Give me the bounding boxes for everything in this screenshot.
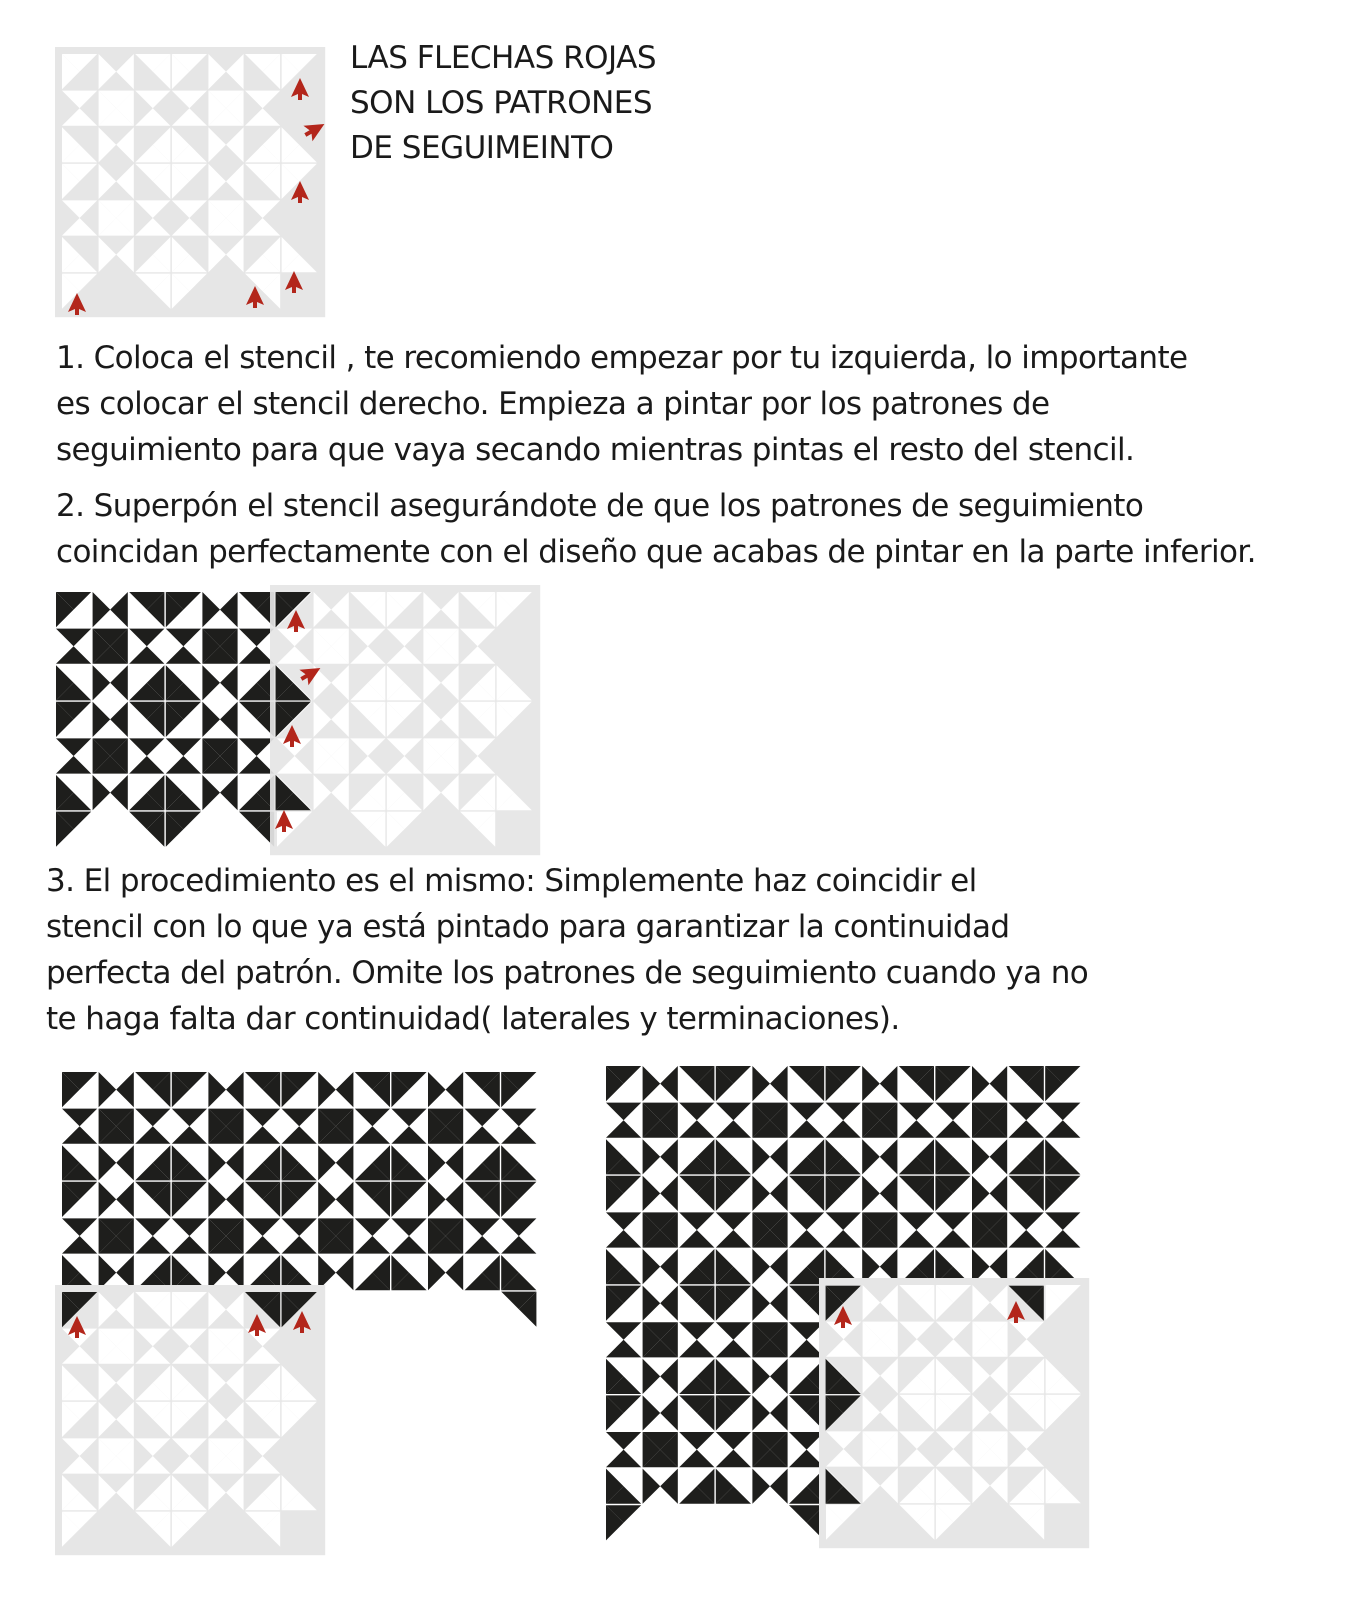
- tile-triangle: [789, 1230, 824, 1248]
- tile-triangle: [208, 1145, 226, 1180]
- tile-triangle: [99, 1145, 117, 1180]
- tile-triangle: [789, 1450, 824, 1468]
- tile-triangle: [643, 1176, 661, 1211]
- tile-triangle: [129, 646, 164, 664]
- tile-triangle: [56, 629, 91, 647]
- tile-triangle: [239, 756, 274, 774]
- tile-triangle: [752, 1249, 770, 1284]
- tile-triangle: [93, 592, 111, 627]
- tile-triangle: [1045, 1212, 1080, 1230]
- tile-triangle: [220, 592, 238, 627]
- tile-triangle: [752, 1286, 770, 1321]
- tile-triangle: [752, 1359, 770, 1394]
- tile-triangle: [428, 1072, 446, 1107]
- tile-triangle: [826, 1103, 861, 1121]
- tile-triangle: [56, 756, 91, 774]
- tile-triangle: [62, 1126, 97, 1144]
- tile-triangle: [99, 1072, 117, 1107]
- tile-triangle: [862, 1066, 880, 1101]
- stencil-sheet: [270, 585, 540, 855]
- tile-triangle: [465, 1236, 500, 1254]
- tile-triangle: [880, 1176, 898, 1211]
- tile-triangle: [972, 1176, 990, 1211]
- tile-triangle: [202, 665, 220, 700]
- tile-triangle: [208, 1072, 226, 1107]
- tile-triangle: [465, 1126, 500, 1144]
- tile-triangle: [220, 702, 238, 737]
- tile-triangle: [239, 738, 274, 756]
- tile-triangle: [428, 1145, 446, 1180]
- tile-triangle: [935, 1212, 970, 1230]
- tile-triangle: [679, 1230, 714, 1248]
- tile-triangle: [245, 1218, 280, 1236]
- tile-triangle: [770, 1066, 788, 1101]
- step-line: 2. Superpón el stencil asegurándote de que los patrones de seguimiento: [56, 488, 1144, 524]
- tile-triangle: [770, 1249, 788, 1284]
- tile-triangle: [606, 1340, 641, 1358]
- tile-triangle: [318, 1072, 336, 1107]
- legend-line: DE SEGUIMEINTO: [350, 130, 614, 166]
- tile-triangle: [679, 1120, 714, 1138]
- tile-triangle: [465, 1218, 500, 1236]
- tile-triangle: [826, 1212, 861, 1230]
- tile-triangle: [172, 1218, 207, 1236]
- tile-triangle: [135, 1126, 170, 1144]
- tile-triangle: [935, 1230, 970, 1248]
- tile-triangle: [336, 1072, 354, 1107]
- tile-triangle: [226, 1255, 244, 1290]
- tile-triangle: [643, 1066, 661, 1101]
- tile-triangle: [679, 1340, 714, 1358]
- step-line: es colocar el stencil derecho. Empieza a pintar por los patrones de: [56, 386, 1050, 422]
- tile-triangle: [62, 1109, 97, 1127]
- tile-triangle: [110, 775, 128, 810]
- tile-triangle: [501, 1218, 536, 1236]
- tile-triangle: [716, 1230, 751, 1248]
- tile-triangle: [679, 1322, 714, 1340]
- stencil-sheet: [55, 47, 325, 317]
- tile-triangle: [116, 1182, 134, 1217]
- tile-triangle: [245, 1126, 280, 1144]
- tile-triangle: [355, 1109, 390, 1127]
- tile-triangle: [172, 1126, 207, 1144]
- tile-triangle: [446, 1255, 464, 1290]
- tile-triangle: [826, 1120, 861, 1138]
- tile-triangle: [56, 646, 91, 664]
- tile-triangle: [679, 1103, 714, 1121]
- tile-triangle: [679, 1432, 714, 1450]
- tile-triangle: [226, 1182, 244, 1217]
- tile-triangle: [202, 592, 220, 627]
- tile-triangle: [606, 1450, 641, 1468]
- tile-triangle: [643, 1469, 661, 1504]
- tile-triangle: [391, 1218, 426, 1236]
- tile-triangle: [172, 1236, 207, 1254]
- tile-triangle: [660, 1469, 678, 1504]
- tile-triangle: [716, 1322, 751, 1340]
- tile-triangle: [716, 1450, 751, 1468]
- tile-triangle: [202, 702, 220, 737]
- tile-triangle: [355, 1236, 390, 1254]
- tile-triangle: [62, 1218, 97, 1236]
- tile-triangle: [660, 1066, 678, 1101]
- tile-triangle: [465, 1109, 500, 1127]
- stencil-sheet: [819, 1278, 1089, 1548]
- tile-triangle: [752, 1469, 770, 1504]
- tile-triangle: [99, 1182, 117, 1217]
- tile-triangle: [972, 1139, 990, 1174]
- tile-triangle: [1009, 1103, 1044, 1121]
- step-line: perfecta del patrón. Omite los patrones de seguimiento cuando ya no: [46, 955, 1089, 991]
- tile-triangle: [110, 702, 128, 737]
- tile-triangle: [93, 775, 111, 810]
- tile-triangle: [660, 1359, 678, 1394]
- tile-triangle: [716, 1212, 751, 1230]
- tile-triangle: [990, 1176, 1008, 1211]
- tile-triangle: [716, 1103, 751, 1121]
- tile-triangle: [1045, 1103, 1080, 1121]
- tile-triangle: [116, 1072, 134, 1107]
- tile-triangle: [166, 646, 201, 664]
- tile-triangle: [99, 1255, 117, 1290]
- tile-triangle: [770, 1395, 788, 1430]
- tile-triangle: [428, 1255, 446, 1290]
- tile-triangle: [56, 738, 91, 756]
- tile-triangle: [643, 1249, 661, 1284]
- tile-triangle: [336, 1145, 354, 1180]
- tile-triangle: [391, 1126, 426, 1144]
- tile-triangle: [606, 1322, 641, 1340]
- step-line: seguimiento para que vaya secando mientras pintas el resto del stencil.: [56, 432, 1135, 468]
- tile-triangle: [93, 702, 111, 737]
- tile-triangle: [660, 1395, 678, 1430]
- tile-triangle: [1009, 1230, 1044, 1248]
- tile-triangle: [770, 1176, 788, 1211]
- tile-triangle: [220, 665, 238, 700]
- step-line: coincidan perfectamente con el diseño que acabas de pintar en la parte inferior.: [56, 534, 1256, 570]
- tile-triangle: [239, 646, 274, 664]
- tile-triangle: [129, 756, 164, 774]
- legend-line: LAS FLECHAS ROJAS: [350, 40, 657, 76]
- tile-triangle: [428, 1182, 446, 1217]
- tile-triangle: [166, 756, 201, 774]
- tile-triangle: [282, 1236, 317, 1254]
- tile-triangle: [752, 1395, 770, 1430]
- tile-triangle: [606, 1103, 641, 1121]
- tile-triangle: [245, 1236, 280, 1254]
- tile-triangle: [318, 1182, 336, 1217]
- tile-triangle: [660, 1139, 678, 1174]
- tile-triangle: [282, 1218, 317, 1236]
- tile-triangle: [643, 1139, 661, 1174]
- tile-triangle: [643, 1395, 661, 1430]
- tile-triangle: [446, 1182, 464, 1217]
- tile-triangle: [880, 1139, 898, 1174]
- tile-triangle: [202, 775, 220, 810]
- tile-triangle: [660, 1249, 678, 1284]
- tile-triangle: [501, 1109, 536, 1127]
- tile-triangle: [226, 1145, 244, 1180]
- tile-triangle: [789, 1340, 824, 1358]
- tile-triangle: [752, 1066, 770, 1101]
- tile-triangle: [1045, 1120, 1080, 1138]
- tile-triangle: [770, 1359, 788, 1394]
- tile-triangle: [899, 1103, 934, 1121]
- tile-triangle: [716, 1120, 751, 1138]
- tile-triangle: [899, 1230, 934, 1248]
- tile-triangle: [1009, 1120, 1044, 1138]
- tile-triangle: [899, 1120, 934, 1138]
- tile-triangle: [110, 665, 128, 700]
- tile-triangle: [606, 1120, 641, 1138]
- stencil-sheet: [55, 1285, 325, 1555]
- tile-triangle: [318, 1255, 336, 1290]
- tile-triangle: [391, 1109, 426, 1127]
- tile-triangle: [116, 1145, 134, 1180]
- tile-triangle: [501, 1126, 536, 1144]
- tile-triangle: [880, 1066, 898, 1101]
- tile-triangle: [770, 1469, 788, 1504]
- tile-triangle: [935, 1103, 970, 1121]
- tile-triangle: [208, 1255, 226, 1290]
- tile-triangle: [135, 1218, 170, 1236]
- tile-triangle: [245, 1109, 280, 1127]
- tile-triangle: [318, 1145, 336, 1180]
- tile-triangle: [789, 1103, 824, 1121]
- tile-triangle: [990, 1066, 1008, 1101]
- tile-triangle: [789, 1120, 824, 1138]
- tile-triangle: [355, 1218, 390, 1236]
- tile-triangle: [643, 1286, 661, 1321]
- tile-triangle: [752, 1176, 770, 1211]
- tile-triangle: [990, 1139, 1008, 1174]
- tile-triangle: [606, 1230, 641, 1248]
- tile-triangle: [282, 1126, 317, 1144]
- tile-triangle: [789, 1212, 824, 1230]
- tile-triangle: [716, 1340, 751, 1358]
- step-line: stencil con lo que ya está pintado para garantizar la continuidad: [46, 909, 1010, 945]
- tile-triangle: [826, 1230, 861, 1248]
- tile-triangle: [166, 629, 201, 647]
- tile-triangle: [446, 1072, 464, 1107]
- tile-triangle: [135, 1236, 170, 1254]
- step-line: 3. El procedimiento es el mismo: Simplemente haz coincidir el: [46, 863, 977, 899]
- tile-triangle: [239, 629, 274, 647]
- tile-triangle: [660, 1176, 678, 1211]
- tile-triangle: [226, 1072, 244, 1107]
- legend-line: SON LOS PATRONES: [350, 85, 653, 121]
- tile-triangle: [135, 1109, 170, 1127]
- tile-triangle: [391, 1236, 426, 1254]
- tile-triangle: [935, 1120, 970, 1138]
- tile-triangle: [643, 1359, 661, 1394]
- tile-triangle: [660, 1286, 678, 1321]
- tile-triangle: [129, 738, 164, 756]
- step-line: 1. Coloca el stencil , te recomiendo empezar por tu izquierda, lo importante: [56, 340, 1188, 376]
- tile-triangle: [606, 1212, 641, 1230]
- tile-triangle: [789, 1432, 824, 1450]
- tile-triangle: [972, 1066, 990, 1101]
- tile-triangle: [606, 1432, 641, 1450]
- tile-triangle: [336, 1255, 354, 1290]
- tile-triangle: [679, 1212, 714, 1230]
- tile-triangle: [129, 629, 164, 647]
- tile-triangle: [716, 1432, 751, 1450]
- tile-triangle: [862, 1176, 880, 1211]
- tile-triangle: [446, 1145, 464, 1180]
- tile-triangle: [336, 1182, 354, 1217]
- tile-triangle: [789, 1322, 824, 1340]
- tile-triangle: [501, 1236, 536, 1254]
- tile-triangle: [172, 1109, 207, 1127]
- tile-triangle: [62, 1236, 97, 1254]
- tile-triangle: [355, 1126, 390, 1144]
- tile-triangle: [679, 1450, 714, 1468]
- tile-triangle: [1045, 1230, 1080, 1248]
- tile-triangle: [770, 1139, 788, 1174]
- tile-triangle: [166, 738, 201, 756]
- tile-triangle: [1009, 1212, 1044, 1230]
- tile-triangle: [899, 1212, 934, 1230]
- tile-triangle: [862, 1139, 880, 1174]
- tile-triangle: [752, 1139, 770, 1174]
- tile-triangle: [208, 1182, 226, 1217]
- tile-triangle: [770, 1286, 788, 1321]
- step-line: te haga falta dar continuidad( laterales y terminaciones).: [46, 1001, 900, 1037]
- tile-triangle: [93, 665, 111, 700]
- tile-triangle: [282, 1109, 317, 1127]
- tile-triangle: [116, 1255, 134, 1290]
- tile-triangle: [110, 592, 128, 627]
- tile-triangle: [220, 775, 238, 810]
